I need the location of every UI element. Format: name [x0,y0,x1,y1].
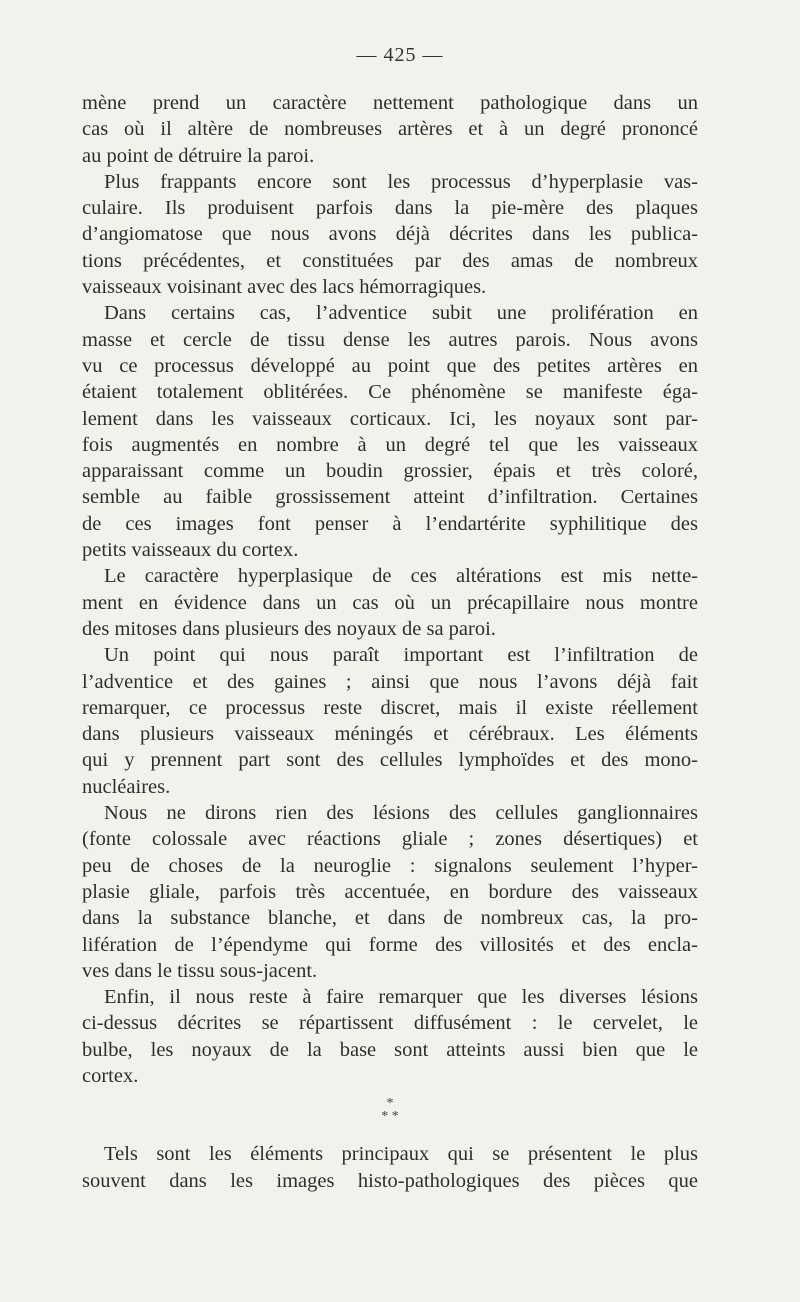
text-line: au point de détruire la paroi. [82,144,315,167]
text-line: plasie gliale, parfois très accentuée, en bordure des vaisseaux [82,880,698,903]
text-line: remarquer, ce processus reste discret, mais il existe réellement [82,696,698,719]
text-line: lement dans les vaisseaux corticaux. Ici, les noyaux sont par- [82,407,698,430]
text-line: vaisseaux voisinant avec des lacs hémorragiques. [82,276,487,299]
asterism-separator [82,1089,698,1141]
text-line: Enfin, il nous reste à faire remarquer que les diverses lésions [104,986,698,1009]
text-line: bulbe, les noyaux de la base sont atteints aussi bien que le [82,1038,698,1061]
text-line: Nous ne dirons rien des lésions des cellules ganglionnaires [104,802,698,825]
page-number: — 425 — [356,44,444,66]
text-line: tions précédentes, et constituées par des amas de nombreux [82,249,698,272]
text-line: étaient totalement oblitérées. Ce phénomène se manifeste éga- [82,381,698,404]
text-line: dans plusieurs vaisseaux méningés et cérébraux. Les éléments [82,723,698,746]
text-line: Tels sont les éléments principaux qui se présentent le plus [104,1143,698,1166]
text-line: souvent dans les images histo-pathologiques des pièces que [82,1169,698,1192]
asterism-bottom: * * [381,1109,399,1125]
text-line: d’angiomatose que nous avons déjà décrites dans les publica- [82,223,698,246]
asterism-top: * [386,1096,394,1112]
text-line: ci-dessus décrites se répartissent diffusément : le cervelet, le [82,1012,698,1035]
text-line: fois augmentés en nombre à un degré tel que les vaisseaux [82,433,698,456]
text-line: apparaissant comme un boudin grossier, épais et très coloré, [82,460,698,483]
text-line: petits vaisseaux du cortex. [82,539,299,562]
text-line: ment en évidence dans un cas où un précapillaire nous montre [82,591,698,614]
text-line: nucléaires. [82,775,171,798]
text-line: Un point qui nous paraît important est l’infiltration de [104,644,698,667]
text-line: cas où il altère de nombreuses artères et à un degré prononcé [82,118,698,141]
text-line: cortex. [82,1064,139,1087]
text-line: dans la substance blanche, et dans de nombreux cas, la pro- [82,907,698,930]
text-line: l’adventice et des gaines ; ainsi que nous l’avons déjà fait [82,670,698,693]
text-line: qui y prennent part sont des cellules lymphoïdes et des mono- [82,749,698,772]
text-line: (fonte colossale avec réactions gliale ; zones désertiques) et [82,828,698,851]
text-line: ves dans le tissu sous-jacent. [82,959,318,982]
text-line: culaire. Ils produisent parfois dans la pie-mère des plaques [82,197,698,220]
text-line: de ces images font penser à l’endartérite syphilitique des [82,512,698,535]
text-line: Plus frappants encore sont les processus d’hyperplasie vas- [104,170,698,193]
text-line: masse et cercle de tissu dense les autres parois. Nous avons [82,328,698,351]
text-line: mène prend un caractère nettement pathologique dans un [82,92,698,114]
text-line: vu ce processus développé au point que des petites artères en [82,354,698,377]
body-text [82,90,698,1194]
text-line: Dans certains cas, l’adventice subit une prolifération en [104,302,698,325]
text-line: Le caractère hyperplasique de ces altérations est mis nette- [104,565,698,588]
text-line: peu de choses de la neuroglie : signalons seulement l’hyper- [82,854,698,877]
text-line: des mitoses dans plusieurs des noyaux de sa paroi. [82,617,496,640]
text-line: semble au faible grossissement atteint d’infiltration. Certaines [82,486,698,509]
text-line: lifération de l’épendyme qui forme des villosités et des encla- [82,933,698,956]
